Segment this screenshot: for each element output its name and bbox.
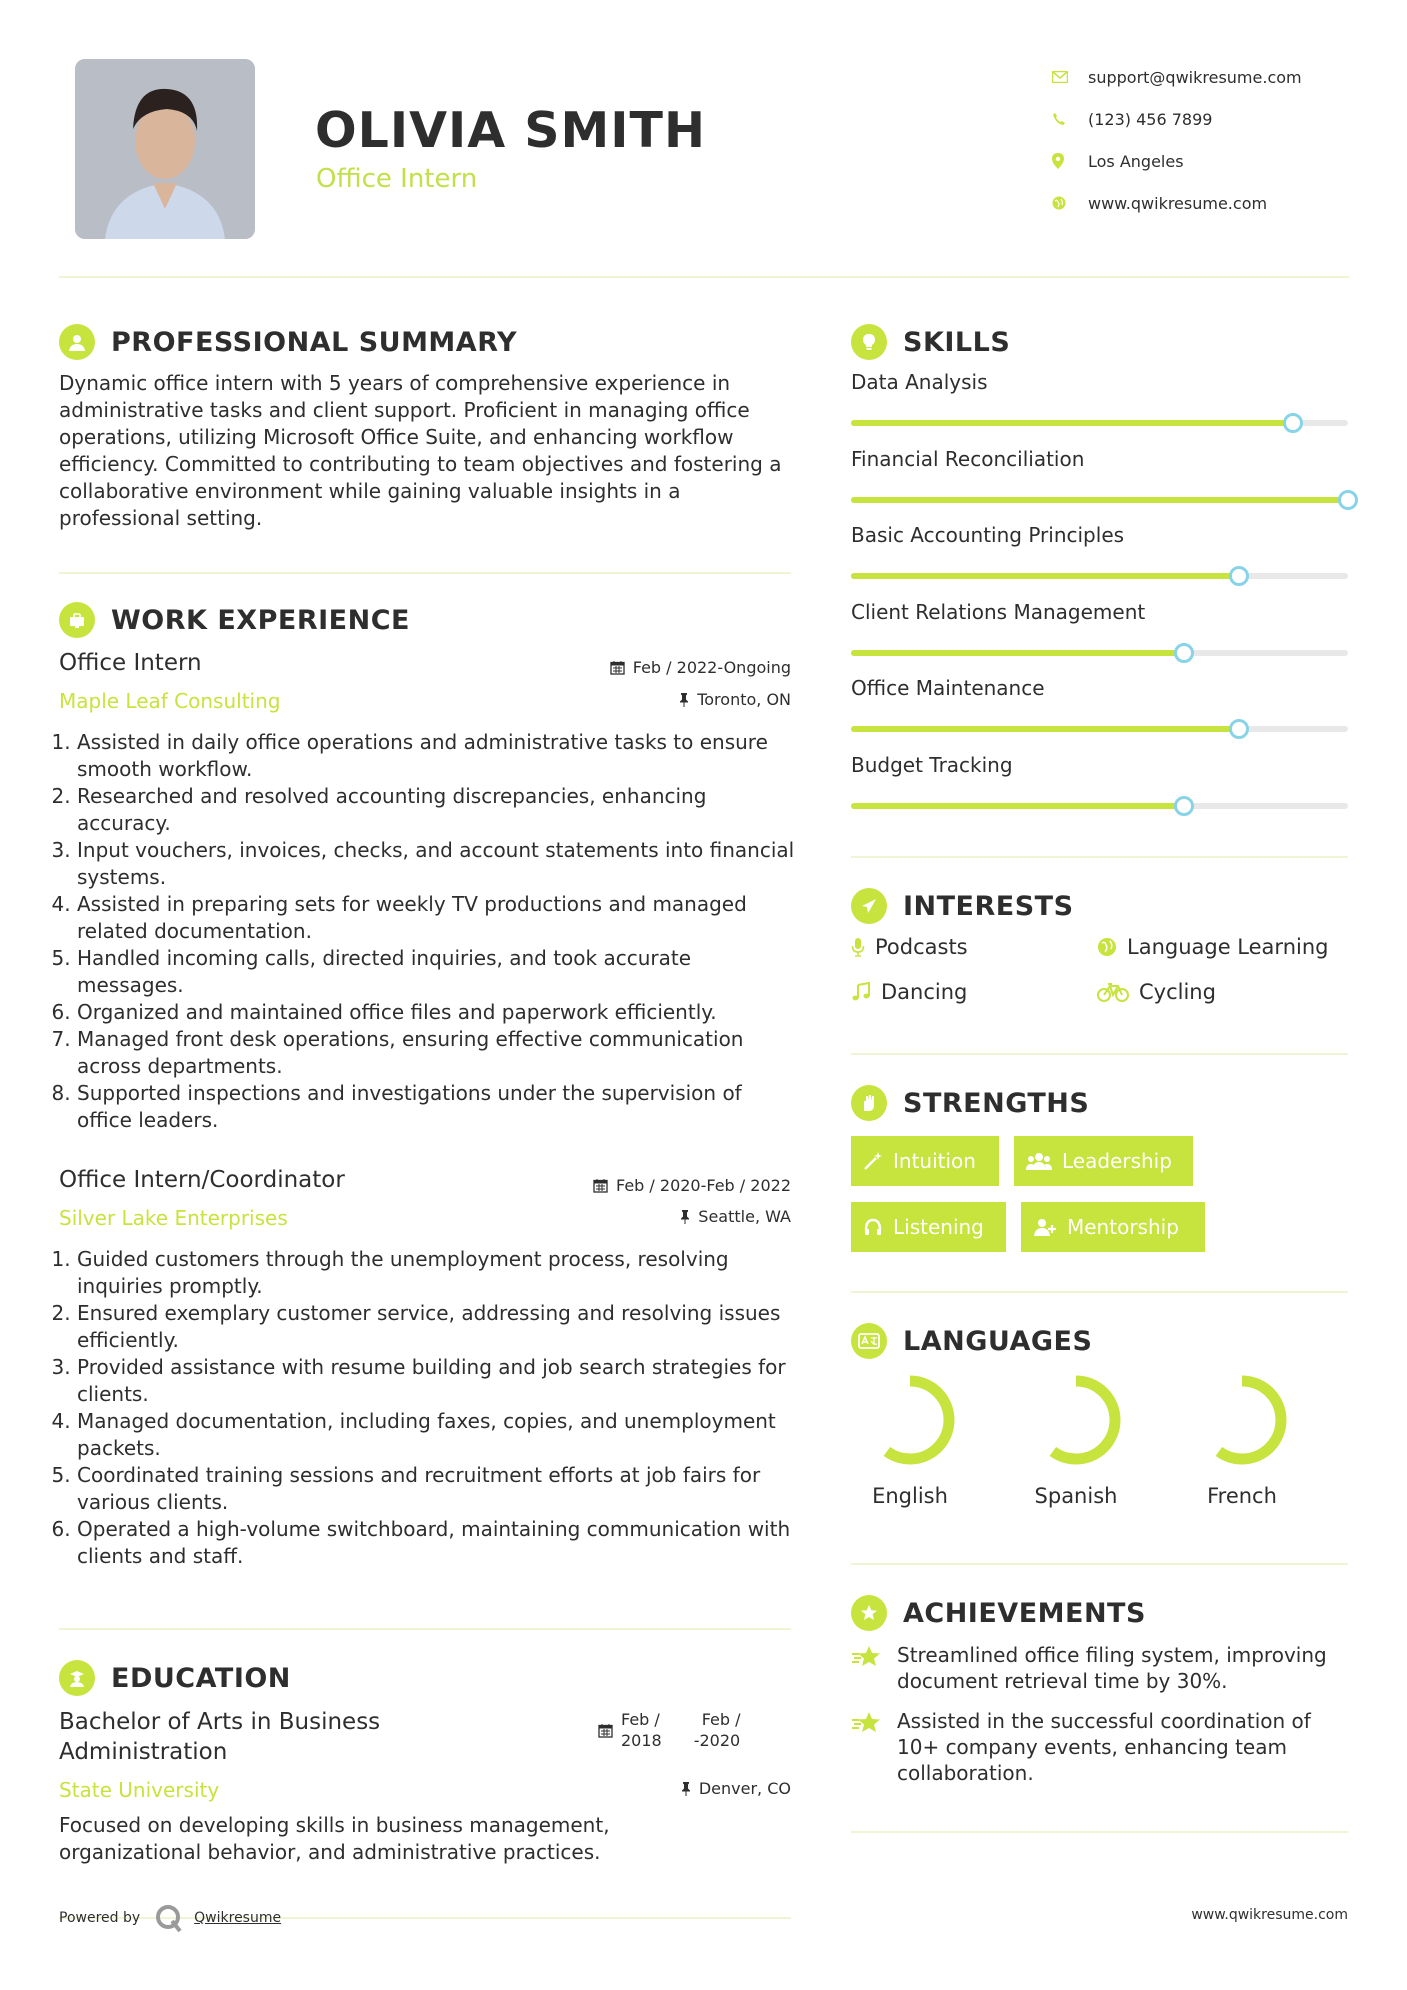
skill-item [851,676,1348,732]
contact-website-text: www.qwikresume.com [1088,193,1268,213]
job-bullets [59,1246,799,1570]
job-company: Silver Lake Enterprises [59,1206,288,1230]
map-pin-icon [1052,153,1088,169]
qwikresume-logo-icon [154,1903,184,1933]
microphone-icon [851,937,865,957]
language-ring-arc [871,1381,949,1459]
graduate-icon [59,1660,95,1696]
skill-bar-track [851,420,1348,426]
education-location [500,1779,791,1798]
job-dates-text: Feb / 2020-Feb / 2022 [616,1176,791,1195]
language-ring [1192,1370,1292,1470]
globe-icon [1097,937,1117,957]
education-end-month: Feb / [701,1710,741,1729]
header-divider [59,276,1349,278]
profile-photo [75,59,255,239]
education-date-separator: - [693,1731,700,1750]
interest-item [851,980,967,1004]
list-item: 6. Operated a high-volume switchboard, maintaining communication with clients and staff. [77,1516,799,1570]
strength-tag [1021,1202,1205,1252]
degree [59,1707,380,1767]
education-description: Focused on developing skills in business management, organizational behavior, and administrative practices. [59,1813,610,1864]
list-item: 4. Assisted in preparing sets for weekly TV productions and managed related documentation. [77,891,799,945]
language-icon [851,1323,887,1359]
achievement-text: Assisted in the successful coordination of 10+ company events, enhancing team collaboration. [897,1709,1311,1785]
contact-location-text: Los Angeles [1088,151,1184,171]
language-name: English [872,1484,948,1508]
interest-label: Cycling [1139,980,1216,1004]
contact-list [1052,56,1382,224]
list-item: 3. Provided assistance with resume building and job search strategies for clients. [77,1354,799,1408]
strength-label: Listening [893,1215,984,1239]
language-item [1016,1370,1136,1508]
skill-name: Budget Tracking [851,752,1013,777]
list-item: 6. Organized and maintained office files and paperwork efficiently. [77,999,799,1026]
job-dates [500,658,791,677]
list-item: 5. Coordinated training sessions and recruitment efforts at job fairs for various clients. [77,1462,799,1516]
strengths-divider [851,1291,1348,1293]
education-start-year: 2018 [621,1731,662,1750]
skills-divider [851,856,1348,858]
achievements-heading [851,1595,1146,1631]
languages-title: LANGUAGES [903,1325,1093,1357]
list-item: 4. Managed documentation, including faxes, copies, and unemployment packets. [77,1408,799,1462]
skill-name: Basic Accounting Principles [851,523,1125,547]
star-icon [851,1710,883,1786]
education-start-month: Feb / [621,1710,660,1729]
skill-item [851,370,1348,426]
education-heading [59,1660,291,1696]
strengths-title: STRENGTHS [903,1087,1090,1119]
lightbulb-icon [851,324,887,360]
job-location [500,690,791,709]
skill-level-knob [1338,490,1358,510]
list-item: 1. Assisted in daily office operations and administrative tasks to ensure smooth workflow. [77,729,799,783]
skill-level-knob [1283,413,1303,433]
summary-heading [59,324,517,360]
skills-title: SKILLS [903,326,1011,358]
skill-bar-fill [851,803,1184,809]
interest-item [1097,980,1216,1004]
interest-label: Podcasts [875,935,968,959]
skill-bar-fill [851,726,1239,732]
experience-title: WORK EXPERIENCE [111,604,410,636]
footer-powered [59,1903,281,1933]
globe-icon [1052,196,1088,210]
skill-item [851,753,1348,809]
interest-label: Language Learning [1127,935,1329,959]
contact-location [1052,140,1382,182]
headphones-icon [863,1217,883,1237]
achievement-text: Streamlined office filing system, improving document retrieval time by 30%. [897,1643,1327,1693]
language-ring [1026,1370,1126,1470]
language-item [1182,1370,1302,1508]
paper-plane-icon [851,888,887,924]
job-company: Maple Leaf Consulting [59,689,281,713]
list-item: 3. Input vouchers, invoices, checks, and account statements into financial systems. [77,837,799,891]
star-badge-icon [851,1595,887,1631]
user-plus-icon [1033,1217,1057,1237]
education-end [694,1709,741,1751]
skill-bar-fill [851,573,1239,579]
degree-line-2: Administration [59,1739,228,1765]
interest-label: Dancing [881,980,968,1004]
skill-bar-fill [851,650,1184,656]
candidate-role: Office Intern [316,164,478,194]
skill-bar-fill [851,420,1293,426]
strengths-heading [851,1085,1089,1121]
education-dates [598,1709,741,1751]
skill-level-knob [1174,643,1194,663]
skill-level-knob [1174,796,1194,816]
music-note-icon [851,982,871,1002]
interests-title: INTERESTS [903,890,1074,922]
education-start [621,1709,662,1751]
job-title: Office Intern/Coordinator [59,1167,345,1193]
languages-divider [851,1563,1348,1565]
phone-icon [1052,112,1088,126]
contact-email-text: support@qwikresume.com [1088,67,1302,87]
powered-by-label: Powered by [59,1910,141,1926]
job-dates [500,1176,791,1195]
skill-bar-track [851,650,1348,656]
user-icon [59,324,95,360]
language-name: Spanish [1034,1484,1118,1508]
strength-tag [851,1202,1006,1252]
experience-divider [59,1628,791,1630]
language-ring [860,1370,960,1470]
education-title: EDUCATION [111,1662,291,1694]
calendar-icon [593,1178,608,1193]
language-ring-arc [1203,1381,1281,1459]
users-icon [1026,1151,1052,1171]
achievements-divider [851,1831,1348,1833]
summary-divider [59,572,791,574]
strength-label: Leadership [1062,1149,1172,1173]
contact-phone-text: (123) 456 7899 [1088,109,1213,129]
list-item: 5. Handled incoming calls, directed inquiries, and took accurate messages. [77,945,799,999]
star-icon [851,1644,883,1694]
language-name: French [1207,1484,1277,1508]
candidate-name: OLIVIA SMITH [315,102,706,159]
summary-title: PROFESSIONAL SUMMARY [111,326,518,358]
achievement-item [851,1642,1351,1694]
skill-name: Office Maintenance [851,676,1045,700]
skill-name: Financial Reconciliation [851,446,1085,471]
summary-text: Dynamic office intern with 5 years of comprehensive experience in administrative tasks and client support. Proficient in managing office operations, utilizing Microsoft Office Suite, and enhancing workflow efficiency. Committed to contributing to team objectives and fostering a collaborative environment while gaining valuable insights in a professional setting. [59,371,782,530]
job-location [500,1207,791,1226]
skill-bar-track [851,726,1348,732]
list-item: 1. Guided customers through the unemployment process, resolving inquiries promptly. [77,1246,799,1300]
degree-line-1: Bachelor of Arts in Business [59,1709,381,1735]
pushpin-icon [680,1210,690,1224]
skill-item [851,447,1348,503]
contact-phone[interactable] [1052,98,1382,140]
skill-name: Client Relations Management [851,599,1146,624]
interest-item [1097,935,1328,959]
calendar-icon [598,1723,613,1738]
calendar-icon [610,660,625,675]
list-item: 7. Managed front desk operations, ensuring effective communication across departments. [77,1026,799,1080]
strength-label: Intuition [893,1149,976,1173]
job-location-text: Seattle, WA [698,1207,791,1226]
skill-item [851,600,1348,656]
language-item [850,1370,970,1508]
list-item: 2. Researched and resolved accounting discrepancies, enhancing accuracy. [77,783,799,837]
interests-heading [851,888,1074,924]
skill-level-knob [1229,566,1249,586]
interest-item [851,935,968,959]
contact-website[interactable] [1052,182,1382,224]
skill-item [851,523,1348,579]
job-bullets [59,729,799,1134]
strength-tag [851,1136,999,1186]
job-title: Office Intern [59,650,202,676]
skill-level-knob [1229,719,1249,739]
interests-divider [851,1053,1348,1055]
skills-heading [851,324,1010,360]
list-item: 8. Supported inspections and investigations under the supervision of office leaders. [77,1080,799,1134]
pushpin-icon [681,1782,691,1796]
education-end-year: 2020 [699,1731,741,1750]
list-item: 2. Ensured exemplary customer service, addressing and resolving issues efficiently. [77,1300,799,1354]
education-location-text: Denver, CO [698,1779,791,1798]
footer-website[interactable]: www.qwikresume.com [1191,1907,1348,1923]
skill-bar-track [851,497,1348,503]
qwikresume-link[interactable]: Qwikresume [194,1910,282,1926]
strength-tag [1014,1136,1193,1186]
languages-heading [851,1323,1092,1359]
skill-name: Data Analysis [851,370,988,394]
job-dates-text: Feb / 2022-Ongoing [632,658,791,677]
contact-email[interactable] [1052,56,1382,98]
achievements-title: ACHIEVEMENTS [903,1597,1146,1629]
skill-bar-track [851,803,1348,809]
job-location-text: Toronto, ON [697,690,791,709]
strength-label: Mentorship [1067,1215,1179,1239]
pushpin-icon [679,693,689,707]
bicycle-icon [1097,982,1129,1002]
experience-heading [59,602,410,638]
hand-icon [851,1085,887,1121]
magic-wand-icon [863,1151,883,1171]
language-ring-arc [1037,1381,1115,1459]
achievement-item [851,1708,1351,1786]
skill-bar-track [851,573,1348,579]
school: State University [59,1778,220,1802]
skill-bar-fill [851,497,1348,503]
briefcase-icon [59,602,95,638]
envelope-icon [1052,71,1088,83]
